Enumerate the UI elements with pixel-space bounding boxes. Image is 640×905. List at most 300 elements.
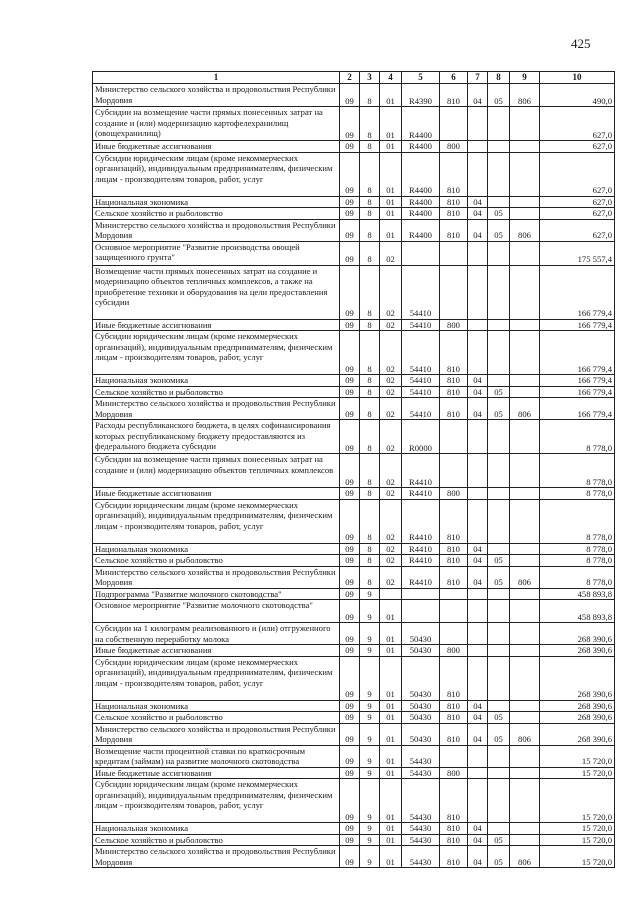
row-code-5: 54410 — [402, 331, 440, 375]
row-description: Сельское хозяйство и рыболовство — [93, 208, 340, 220]
row-code-2: 09 — [340, 454, 360, 488]
row-description: Министерство сельского хозяйства и продовольствия Республики Мордовия — [93, 398, 340, 420]
row-amount: 15 720,0 — [540, 779, 615, 823]
row-code-7 — [468, 488, 488, 500]
row-description: Министерство сельского хозяйства и продовольствия Республики Мордовия — [93, 723, 340, 745]
row-code-4: 01 — [380, 745, 402, 767]
row-code-4: 01 — [380, 107, 402, 141]
row-code-2: 09 — [340, 823, 360, 835]
row-code-2: 09 — [340, 331, 360, 375]
row-code-7: 04 — [468, 566, 488, 588]
row-code-2: 09 — [340, 241, 360, 265]
row-code-5: R4400 — [402, 219, 440, 241]
row-code-2: 09 — [340, 779, 360, 823]
row-code-3: 9 — [360, 600, 380, 623]
row-code-2: 09 — [340, 208, 360, 220]
row-code-8 — [488, 420, 510, 454]
row-code-2: 09 — [340, 656, 360, 700]
row-code-5 — [402, 588, 440, 600]
row-description: Национальная экономика — [93, 700, 340, 712]
row-code-2: 09 — [340, 700, 360, 712]
row-code-9 — [510, 700, 540, 712]
row-code-9 — [510, 488, 540, 500]
column-header: 8 — [488, 72, 510, 84]
row-amount: 458 893,8 — [540, 588, 615, 600]
row-code-2: 09 — [340, 319, 360, 331]
row-amount: 268 390,6 — [540, 623, 615, 645]
row-code-9 — [510, 241, 540, 265]
row-amount: 15 720,0 — [540, 834, 615, 846]
row-code-3: 8 — [360, 196, 380, 208]
row-code-6: 810 — [440, 543, 468, 555]
budget-table — [92, 71, 615, 868]
row-code-9: 806 — [510, 723, 540, 745]
row-code-5: R4410 — [402, 454, 440, 488]
row-code-6: 810 — [440, 555, 468, 567]
row-code-5: 54410 — [402, 386, 440, 398]
row-code-8: 05 — [488, 566, 510, 588]
row-code-2: 09 — [340, 141, 360, 153]
row-amount: 627,0 — [540, 219, 615, 241]
table-row — [93, 700, 615, 712]
row-code-3: 9 — [360, 712, 380, 724]
row-code-9 — [510, 623, 540, 645]
row-code-4: 02 — [380, 420, 402, 454]
row-code-6: 800 — [440, 488, 468, 500]
row-amount: 166 779,4 — [540, 398, 615, 420]
table-row — [93, 152, 615, 196]
row-code-2: 09 — [340, 745, 360, 767]
row-code-8: 05 — [488, 219, 510, 241]
row-code-6: 810 — [440, 712, 468, 724]
row-code-7 — [468, 499, 488, 543]
row-code-7 — [468, 600, 488, 623]
row-code-5: R4390 — [402, 84, 440, 107]
row-code-4: 01 — [380, 656, 402, 700]
row-description: Сельское хозяйство и рыболовство — [93, 386, 340, 398]
row-code-5: R4410 — [402, 555, 440, 567]
row-code-6 — [440, 420, 468, 454]
row-code-8 — [488, 779, 510, 823]
row-code-4: 01 — [380, 600, 402, 623]
table-row — [93, 331, 615, 375]
row-code-4: 01 — [380, 196, 402, 208]
table-row — [93, 623, 615, 645]
row-code-8: 05 — [488, 723, 510, 745]
row-code-9 — [510, 208, 540, 220]
row-code-8 — [488, 488, 510, 500]
column-header: 6 — [440, 72, 468, 84]
row-code-8 — [488, 241, 510, 265]
row-code-9 — [510, 834, 540, 846]
row-code-5: 54410 — [402, 398, 440, 420]
row-amount: 15 720,0 — [540, 846, 615, 868]
row-code-7: 04 — [468, 846, 488, 868]
row-code-2: 09 — [340, 420, 360, 454]
row-code-5: R4400 — [402, 152, 440, 196]
row-amount: 458 893,8 — [540, 600, 615, 623]
row-code-6: 800 — [440, 767, 468, 779]
row-code-2: 09 — [340, 834, 360, 846]
row-code-6: 810 — [440, 84, 468, 107]
column-header: 1 — [93, 72, 340, 84]
row-code-6: 810 — [440, 834, 468, 846]
row-code-3: 9 — [360, 779, 380, 823]
row-description: Основное мероприятие "Развитие молочного скотоводства" — [93, 600, 340, 623]
row-code-6: 810 — [440, 331, 468, 375]
row-description: Иные бюджетные ассигнования — [93, 488, 340, 500]
row-description: Субсидии на возмещение части прямых понесенных затрат на создание и (или) модернизацию объектов тепличных комплексов — [93, 454, 340, 488]
row-code-7 — [468, 454, 488, 488]
row-code-3: 8 — [360, 454, 380, 488]
row-code-4: 01 — [380, 846, 402, 868]
row-code-6: 810 — [440, 779, 468, 823]
row-description: Иные бюджетные ассигнования — [93, 645, 340, 657]
table-row — [93, 779, 615, 823]
row-code-9 — [510, 767, 540, 779]
row-code-3: 9 — [360, 656, 380, 700]
row-code-4: 01 — [380, 623, 402, 645]
row-code-3: 9 — [360, 846, 380, 868]
row-code-5: R4400 — [402, 196, 440, 208]
row-code-9 — [510, 779, 540, 823]
row-code-5: 54430 — [402, 846, 440, 868]
row-amount: 8 778,0 — [540, 420, 615, 454]
row-code-5: R4400 — [402, 141, 440, 153]
table-row — [93, 834, 615, 846]
row-code-4: 01 — [380, 219, 402, 241]
row-code-7 — [468, 745, 488, 767]
row-code-8: 05 — [488, 846, 510, 868]
row-code-4: 01 — [380, 141, 402, 153]
row-code-3: 9 — [360, 767, 380, 779]
row-code-3: 8 — [360, 420, 380, 454]
row-code-8 — [488, 588, 510, 600]
row-code-8 — [488, 645, 510, 657]
row-code-6: 810 — [440, 375, 468, 387]
row-code-9 — [510, 600, 540, 623]
row-code-8 — [488, 152, 510, 196]
row-code-5: 54430 — [402, 779, 440, 823]
table-row — [93, 723, 615, 745]
row-code-9 — [510, 499, 540, 543]
row-code-2: 09 — [340, 375, 360, 387]
row-code-6: 810 — [440, 700, 468, 712]
row-code-8: 05 — [488, 712, 510, 724]
column-header: 10 — [540, 72, 615, 84]
table-row — [93, 241, 615, 265]
row-code-3: 9 — [360, 588, 380, 600]
table-row — [93, 656, 615, 700]
row-amount: 15 720,0 — [540, 823, 615, 835]
row-amount: 166 779,4 — [540, 331, 615, 375]
row-code-2: 09 — [340, 196, 360, 208]
row-code-7 — [468, 588, 488, 600]
table-row — [93, 375, 615, 387]
row-code-7 — [468, 265, 488, 319]
table-row — [93, 543, 615, 555]
row-description: Субсидии на возмещение части прямых понесенных затрат на создание и (или) модернизацию картофелехранилищ (овощехранилищ) — [93, 107, 340, 141]
row-code-2: 09 — [340, 623, 360, 645]
row-amount: 8 778,0 — [540, 566, 615, 588]
row-code-4: 01 — [380, 84, 402, 107]
row-description: Сельское хозяйство и рыболовство — [93, 834, 340, 846]
row-code-7: 04 — [468, 834, 488, 846]
row-code-5: 54430 — [402, 823, 440, 835]
row-code-7: 04 — [468, 543, 488, 555]
row-description: Национальная экономика — [93, 823, 340, 835]
row-code-3: 8 — [360, 152, 380, 196]
row-code-3: 8 — [360, 219, 380, 241]
row-code-3: 8 — [360, 265, 380, 319]
row-code-8 — [488, 767, 510, 779]
row-code-4: 01 — [380, 723, 402, 745]
row-amount: 8 778,0 — [540, 499, 615, 543]
row-code-7: 04 — [468, 555, 488, 567]
row-code-6 — [440, 241, 468, 265]
row-code-5: R4410 — [402, 488, 440, 500]
row-amount: 166 779,4 — [540, 386, 615, 398]
table-row — [93, 823, 615, 835]
row-code-7: 04 — [468, 398, 488, 420]
row-code-6 — [440, 745, 468, 767]
row-code-3: 9 — [360, 645, 380, 657]
row-code-4: 01 — [380, 823, 402, 835]
row-code-8 — [488, 196, 510, 208]
row-code-2: 09 — [340, 712, 360, 724]
row-code-4: 02 — [380, 386, 402, 398]
row-code-4: 01 — [380, 712, 402, 724]
row-code-9 — [510, 823, 540, 835]
row-code-9 — [510, 555, 540, 567]
row-code-8 — [488, 745, 510, 767]
row-code-8 — [488, 656, 510, 700]
row-code-5: R4410 — [402, 499, 440, 543]
row-code-2: 09 — [340, 723, 360, 745]
row-code-8 — [488, 600, 510, 623]
row-amount: 8 778,0 — [540, 488, 615, 500]
table-row — [93, 398, 615, 420]
row-code-4: 02 — [380, 331, 402, 375]
row-code-4: 01 — [380, 700, 402, 712]
row-code-8: 05 — [488, 398, 510, 420]
row-code-3: 8 — [360, 543, 380, 555]
row-description: Основное мероприятие "Развитие производства овощей защищенного грунта" — [93, 241, 340, 265]
row-code-4: 02 — [380, 398, 402, 420]
row-code-9: 806 — [510, 846, 540, 868]
table-row — [93, 420, 615, 454]
row-code-4: 02 — [380, 375, 402, 387]
row-code-2: 09 — [340, 499, 360, 543]
row-amount: 627,0 — [540, 152, 615, 196]
row-code-3: 9 — [360, 823, 380, 835]
row-code-5: 50430 — [402, 700, 440, 712]
row-amount: 8 778,0 — [540, 454, 615, 488]
table-row — [93, 767, 615, 779]
row-code-7 — [468, 656, 488, 700]
column-header: 2 — [340, 72, 360, 84]
row-code-6: 810 — [440, 566, 468, 588]
row-code-9 — [510, 656, 540, 700]
row-code-7: 04 — [468, 84, 488, 107]
row-code-9: 806 — [510, 398, 540, 420]
row-code-7 — [468, 152, 488, 196]
row-amount: 627,0 — [540, 107, 615, 141]
row-amount: 627,0 — [540, 208, 615, 220]
row-code-7: 04 — [468, 196, 488, 208]
row-code-5: R4410 — [402, 543, 440, 555]
row-code-3: 8 — [360, 375, 380, 387]
row-code-8 — [488, 331, 510, 375]
row-code-9 — [510, 454, 540, 488]
row-code-3: 8 — [360, 488, 380, 500]
row-amount: 15 720,0 — [540, 767, 615, 779]
row-code-4: 02 — [380, 499, 402, 543]
column-header: 3 — [360, 72, 380, 84]
row-code-9: 806 — [510, 219, 540, 241]
table-row — [93, 566, 615, 588]
row-code-5: 50430 — [402, 723, 440, 745]
row-code-5: 54410 — [402, 319, 440, 331]
row-amount: 268 390,6 — [540, 712, 615, 724]
table-header-row — [93, 72, 615, 84]
row-code-7 — [468, 331, 488, 375]
row-code-9 — [510, 265, 540, 319]
row-amount: 627,0 — [540, 196, 615, 208]
row-code-9 — [510, 543, 540, 555]
row-code-2: 09 — [340, 645, 360, 657]
row-code-2: 09 — [340, 265, 360, 319]
row-description: Национальная экономика — [93, 375, 340, 387]
row-code-9: 806 — [510, 566, 540, 588]
row-code-4: 01 — [380, 834, 402, 846]
row-code-6: 810 — [440, 656, 468, 700]
row-code-4: 02 — [380, 241, 402, 265]
row-code-6: 810 — [440, 398, 468, 420]
row-code-5: 54430 — [402, 834, 440, 846]
row-code-9 — [510, 331, 540, 375]
table-row — [93, 555, 615, 567]
row-code-3: 8 — [360, 566, 380, 588]
row-code-3: 9 — [360, 723, 380, 745]
row-code-7 — [468, 107, 488, 141]
row-code-5 — [402, 600, 440, 623]
row-code-6: 810 — [440, 386, 468, 398]
row-code-6: 800 — [440, 645, 468, 657]
row-description: Иные бюджетные ассигнования — [93, 141, 340, 153]
row-description: Министерство сельского хозяйства и продовольствия Республики Мордовия — [93, 219, 340, 241]
table-row — [93, 745, 615, 767]
row-code-7: 04 — [468, 219, 488, 241]
row-code-6 — [440, 454, 468, 488]
table-row — [93, 84, 615, 107]
row-code-6: 810 — [440, 823, 468, 835]
row-code-4: 01 — [380, 779, 402, 823]
row-code-3: 8 — [360, 107, 380, 141]
row-description: Иные бюджетные ассигнования — [93, 767, 340, 779]
row-code-8: 05 — [488, 834, 510, 846]
row-code-2: 09 — [340, 555, 360, 567]
page-number: 425 — [571, 36, 591, 51]
row-code-9 — [510, 645, 540, 657]
row-code-9 — [510, 375, 540, 387]
column-header: 7 — [468, 72, 488, 84]
row-description: Субсидии юридическим лицам (кроме некоммерческих организаций), индивидуальным предпринимателям, физическим лицам - производителям товаров, работ, услуг — [93, 499, 340, 543]
row-code-5: R4400 — [402, 107, 440, 141]
row-code-2: 09 — [340, 543, 360, 555]
row-code-6 — [440, 588, 468, 600]
row-code-9 — [510, 196, 540, 208]
table-row — [93, 588, 615, 600]
row-code-6: 800 — [440, 141, 468, 153]
row-description: Возмещение части процентной ставки по краткосрочным кредитам (займам) на развитие молочного скотоводства — [93, 745, 340, 767]
row-code-2: 09 — [340, 846, 360, 868]
row-code-4: 01 — [380, 645, 402, 657]
table-row — [93, 499, 615, 543]
row-code-4: 02 — [380, 265, 402, 319]
row-code-8 — [488, 823, 510, 835]
row-code-4: 01 — [380, 208, 402, 220]
row-code-6 — [440, 107, 468, 141]
row-amount: 166 779,4 — [540, 265, 615, 319]
row-code-3: 8 — [360, 241, 380, 265]
row-code-9 — [510, 745, 540, 767]
row-code-7 — [468, 645, 488, 657]
row-code-4: 02 — [380, 555, 402, 567]
row-amount: 268 390,6 — [540, 656, 615, 700]
row-code-9: 806 — [510, 84, 540, 107]
row-code-7 — [468, 779, 488, 823]
row-code-3: 9 — [360, 700, 380, 712]
row-code-3: 8 — [360, 499, 380, 543]
row-code-2: 09 — [340, 219, 360, 241]
row-amount: 175 557,4 — [540, 241, 615, 265]
row-code-4: 02 — [380, 454, 402, 488]
row-code-5: 50430 — [402, 712, 440, 724]
row-code-6: 810 — [440, 723, 468, 745]
row-amount: 268 390,6 — [540, 700, 615, 712]
table-row — [93, 141, 615, 153]
row-code-2: 09 — [340, 398, 360, 420]
row-description: Возмещение части прямых понесенных затрат на создание и модернизацию объектов тепличных комплексов, а также на приобретение техники и оборудования на цели предоставления субсидии — [93, 265, 340, 319]
row-code-2: 09 — [340, 386, 360, 398]
table-row — [93, 488, 615, 500]
row-code-8 — [488, 265, 510, 319]
row-code-9 — [510, 319, 540, 331]
row-code-7: 04 — [468, 375, 488, 387]
column-header: 4 — [380, 72, 402, 84]
row-code-2: 09 — [340, 600, 360, 623]
row-code-5: 50430 — [402, 656, 440, 700]
row-code-9 — [510, 588, 540, 600]
row-code-9 — [510, 712, 540, 724]
row-amount: 268 390,6 — [540, 723, 615, 745]
row-code-7: 04 — [468, 723, 488, 745]
row-code-6: 810 — [440, 196, 468, 208]
column-header: 9 — [510, 72, 540, 84]
row-code-6: 810 — [440, 152, 468, 196]
row-code-3: 9 — [360, 745, 380, 767]
row-code-8 — [488, 623, 510, 645]
row-amount: 627,0 — [540, 141, 615, 153]
row-code-9 — [510, 420, 540, 454]
column-header: 5 — [402, 72, 440, 84]
row-code-6 — [440, 623, 468, 645]
row-code-9 — [510, 141, 540, 153]
row-code-8 — [488, 319, 510, 331]
row-description: Министерство сельского хозяйства и продовольствия Республики Мордовия — [93, 84, 340, 107]
row-code-9 — [510, 107, 540, 141]
